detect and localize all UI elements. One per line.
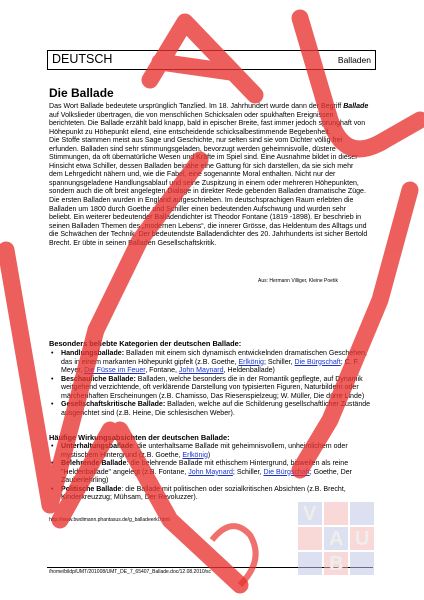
link-die-buergschaft[interactable]: Die Bürgschaft [263, 468, 310, 476]
document-header [47, 50, 376, 70]
list-item: • Handlungsballade: Balladen mit einem sich dynamisch entwickelnden dramatischen Geschehen, das in einem markanten Höhepunkt gipfelt (z.B. Goethe, Erlkönig; Schiller, Die Bürgschaft; C. F. Meyer, Die Füsse im Feuer, Fontane, John Maynard, Heldenballade) [51, 350, 367, 375]
list-item: • Beschauliche Ballade: Balladen, welche besonders die in der Romantik gepflegte, auf Dynamik weitgehend verzichtende, oft verklärende Darstellung von typisierten Figuren, Naturbildern oder märchenhaften Erscheinungen (z.B. Chamisso, Das Riesenspielzeug; W. Müller, Die dürre Linde) [51, 375, 365, 400]
link-die-buergschaft[interactable]: Die Bürgschaft [294, 358, 341, 366]
badge-letter: A [329, 528, 344, 550]
bullet-icon: • [51, 401, 54, 409]
bullet-icon: • [51, 375, 54, 383]
link-erlkoenig[interactable]: Erlkönig [182, 451, 208, 459]
topic-label: Balladen [337, 55, 371, 65]
list-item: • Gesellschaftskritische Ballade: Balladen, welche auf die Schilderung gesellschaftlicher Zustände ausgerichtet sind (z.B. Heine, Die schlesischen Weber). [51, 401, 371, 417]
intentions-heading: Häufige Wirkungsabsichten der deutschen Ballade: [49, 433, 230, 442]
vaub-logo [296, 500, 374, 576]
source-url: http://www.bwdimann.phantasus.de/g_balladeerkl.html [49, 517, 170, 523]
intentions-list [49, 443, 373, 503]
intro-paragraph-1: Das Wort Ballade bedeutete ursprünglich Tanzlied. Im 18. Jahrhundert wurde dann der Begriff Ballade auf Volkslieder übertragen, die von menschlichen Schicksalen oder spukhaften Ereignissen berichteten. Die Ballade erzählt bald knapp, bald in epischer Breite, fast immer jedoch sprunghaft von Höhepunkt zu Höhepunkt eilend, eine entscheidende schicksalbestimmende Begebenheit. [49, 103, 369, 136]
intro-paragraph-3: Die ersten Balladen wurden in England aufgeschrieben. Im deutschsprachigen Raum erlebten die Balladen um 1800 durch Goethe und Schiller einen bedeutenden Aufschwung und wurden sehr beliebt. Ein weiterer bedeutender Balladendichter ist Theodor Fontane (1819 -1898). Er beschrieb in seinen Balladen Themen des „modernen Lebens“, die innerer Grösse, das Heldentum des Alltags und die Schwächen der Technik. Der bedeutendste Balladendichter des 20. Jahrhunderts ist sicher Bertold Brecht. Er übte in seinen Balladen Gesellschaftskritik. [49, 197, 368, 247]
subject-label: DEUTSCH [52, 52, 113, 66]
badge-letter: U [355, 528, 370, 550]
bullet-icon: • [51, 460, 54, 468]
list-item: • Unterhaltungsballade: die unterhaltsame Ballade mit geheimnisvollem, unheimlichem oder mystischem Hintergrund (z.B. Goethe, Erlkönig) [51, 443, 348, 459]
page-title: Die Ballade [49, 86, 114, 100]
list-item: • Politische Ballade: die Ballade mit politischen oder sozialkritischen Absichten (z.B. Brecht, Kinderkreuzzug; Mühsam, Der Revoluzzer). [51, 485, 346, 502]
link-erlkoenig[interactable]: Erlkönig [238, 358, 264, 366]
intro-text [49, 103, 369, 248]
list-item: • Belehrende Ballade: die belehrende Ballade mit ethischem Hintergrund, bisweilen als reine "Heldenballade" angelegt (z.B. Fontane, John Maynard; Schiller, Die Bürgschaft; Goethe, Der Zauberlehrling) [51, 460, 352, 485]
categories-list [49, 350, 373, 418]
bullet-icon: • [51, 350, 54, 357]
link-john-maynard[interactable]: John Maynard [188, 468, 233, 476]
categories-heading: Besonders beliebte Kategorien der deutschen Ballade: [49, 339, 242, 348]
badge-letter: B [329, 553, 344, 575]
bullet-icon: • [51, 485, 54, 493]
source-citation: Aus: Hermann Villiger, Kleine Poetik [258, 278, 338, 284]
badge-letter: V [303, 503, 317, 525]
link-john-maynard[interactable]: John Maynard [178, 367, 224, 375]
intro-paragraph-2: Die Stoffe stammen meist aus Sage und Geschichte, nur selten sind sie vom Dichter völlig frei erfunden. Balladen sind sehr stimmungsgeladen, bevorzugt werden geheimnisvolle, düstere Stimmungen, da oft übernatürliche Wesen und Kräfte im Spiel sind. Eine Ausnahme bildet in dieser Hinsicht etwa Schiller, dessen Balladen beinahe eine Gattung für sich darstellen, da sie sich mehr dem Lehrgedicht nähern und, wie die Fabel, eine sogenannte Moral enthalten. Nicht nur der spannungsgeladene Handlungsablauf und seine Zuspitzung in einem oder mehreren Höhepunkten, sondern auch die oft breit angelegten Dialoge in direkter Rede gebenden Balladen dramatische Züge. [49, 137, 366, 196]
footer-path: /home/bildp/UMT/201008/UMT_DE_7_65407_Ballade.doc/12.08.2010/sc [49, 569, 212, 575]
link-die-fuesse-im-feuer[interactable]: Die Füsse im Feuer [84, 367, 146, 375]
bullet-icon: • [51, 443, 54, 450]
